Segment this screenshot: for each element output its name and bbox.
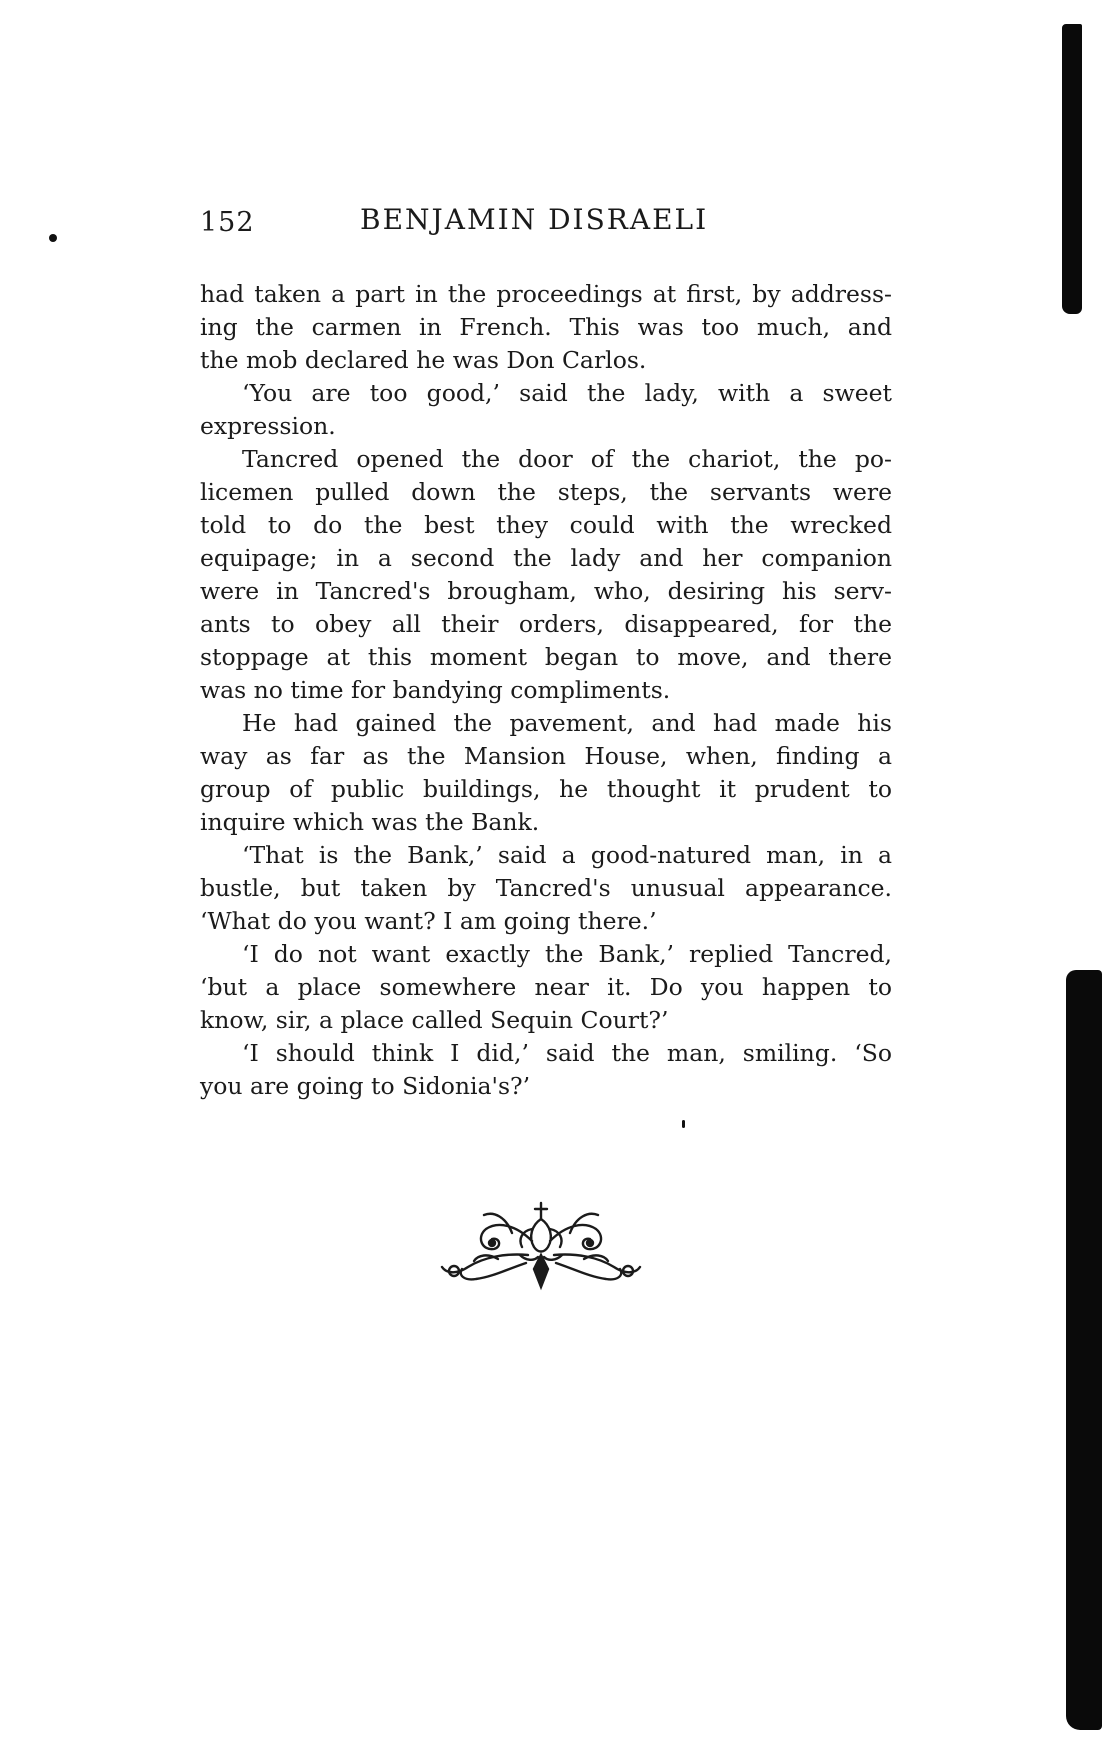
running-head [200, 203, 760, 243]
text-line: way as far as the Mansion House, when, finding a [200, 742, 892, 770]
text-line: ‘You are too good,’ said the lady, with a sweet [242, 379, 892, 407]
text-line: Tancred opened the door of the chariot, the po- [242, 445, 892, 473]
text-line: expression. [200, 412, 336, 440]
body-text [200, 278, 892, 1103]
ink-speck [49, 234, 57, 242]
text-line: ‘I do not want exactly the Bank,’ replied Tancred, [242, 940, 892, 968]
text-line: the mob declared he was Don Carlos. [200, 346, 647, 374]
text-line: ‘That is the Bank,’ said a good-natured man, in a [242, 841, 892, 869]
text-line: equipage; in a second the lady and her companion [200, 544, 892, 572]
text-line: ‘What do you want? I am going there.’ [200, 907, 657, 935]
text-line: ants to obey all their orders, disappeared, for the [200, 610, 892, 638]
text-line: ‘I should think I did,’ said the man, smiling. ‘So [242, 1039, 892, 1067]
text-line: stoppage at this moment began to move, and there [200, 643, 892, 671]
scan-edge-shadow [1066, 970, 1102, 1730]
floral-tailpiece-ornament-icon [436, 1195, 646, 1295]
text-line: know, sir, a place called Sequin Court?’ [200, 1006, 669, 1034]
scan-edge-shadow [1062, 24, 1082, 314]
text-line: you are going to Sidonia's?’ [200, 1072, 531, 1100]
running-title: BENJAMIN DISRAELI [360, 203, 709, 236]
page-number: 152 [200, 207, 255, 238]
text-line: told to do the best they could with the wrecked [200, 511, 892, 539]
text-line: were in Tancred's brougham, who, desiring his serv- [200, 577, 892, 605]
text-line: ing the carmen in French. This was too much, and [200, 313, 892, 341]
text-line: group of public buildings, he thought it prudent to [200, 775, 892, 803]
text-line: bustle, but taken by Tancred's unusual appearance. [200, 874, 892, 902]
text-line: licemen pulled down the steps, the servants were [200, 478, 892, 506]
text-line: ‘but a place somewhere near it. Do you happen to [200, 973, 892, 1001]
ink-speck [682, 1120, 685, 1128]
text-line: had taken a part in the proceedings at first, by address- [200, 280, 892, 308]
text-line: inquire which was the Bank. [200, 808, 540, 836]
text-line: He had gained the pavement, and had made his [242, 709, 892, 737]
text-line: was no time for bandying compliments. [200, 676, 671, 704]
